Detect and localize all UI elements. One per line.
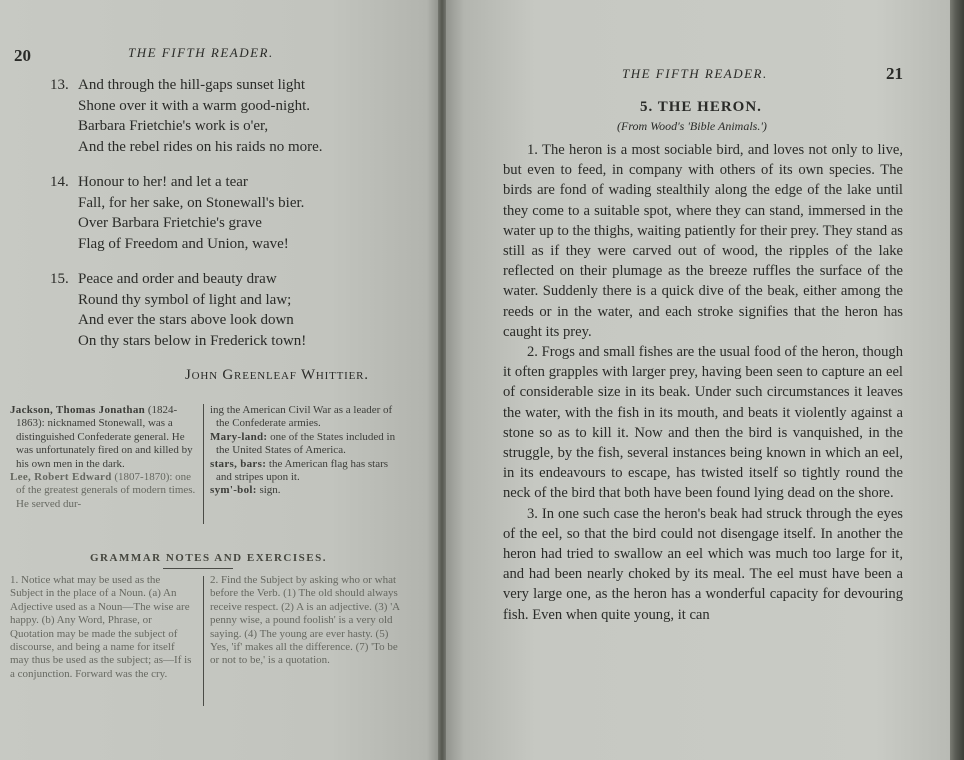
paragraph-1: 1. The heron is a most sociable bird, and loves not only to live, but even to feed, in company with others of its own species. The birds are fond of wading stealthily along the edge of the lake until they come to a suitable spot, where they can stand, immersed in the water up to the thighs, waiting patiently for their prey. They stand as still as if they were carved out of wood, the ripples of the lake reflected on their plumage as the breeze ruffles the surface of the water. Suddenly there is a quick dive of the beak, either among the reeds or in the water, and each stroke signifies that the heron has caught its prey. (503, 142, 903, 340)
stanza-number: 14. (50, 174, 69, 190)
grammar-heading: GRAMMAR NOTES AND EXERCISES. (90, 552, 327, 564)
note-text: one of the States included in the United States of America. (216, 430, 396, 457)
grammar-divider (203, 576, 204, 706)
note-item (210, 404, 406, 431)
book-spine (438, 0, 446, 760)
poem-line: Round thy symbol of light and law; (78, 291, 292, 308)
poem-line: And ever the stars above look down (78, 312, 294, 328)
notes-divider (203, 404, 204, 524)
paragraph-2: 2. Frogs and small fishes are the usual food of the heron, though it often grapples with larger prey, having been seen to capture an eel of considerable size in its beak. Under such circumstances it leaves the water, with the fish in its mouth, and beats it violently against a stone so as to kill it. Now and then the bird is vanquished, in the struggle, by the fish, several instances being known in which an eel, in its endeavours to escape, has twisted itself so tightly round the neck of the bird that both have been found lying dead on the shore. (503, 344, 903, 502)
poem (50, 75, 323, 366)
poem-line: Fall, for her sake, on Stonewall's bier. (78, 194, 305, 211)
note-text: the American flag has stars and stripes upon it. (216, 457, 389, 484)
note-item (210, 484, 406, 497)
poem-line: And the rebel rides on his raids no more. (78, 138, 323, 155)
grammar-column-left: 1. Notice what may be used as the Subject in the place of a Noun. (a) An Adjective used as a Noun—The wise are happy. (b) Any Word, Phrase, or Quotation may be made the subject of discourse, and being a name for itself may thus be used as the subject; as—If is a conjunction. Forward was the cry. (10, 574, 192, 680)
note-item (10, 471, 196, 511)
notes-column-left (10, 404, 196, 511)
poem-line: On thy stars below in Frederick town! (78, 332, 307, 349)
stanza-15 (50, 269, 323, 351)
notes-column-right (210, 404, 406, 498)
note-term: Mary-land: (210, 430, 268, 443)
note-text: sign. (259, 484, 281, 497)
grammar-heading-rule (163, 568, 233, 569)
poem-author: John Greenleaf Whittier. (185, 367, 369, 383)
poem-line: Peace and order and beauty draw (78, 271, 277, 287)
note-text: (1807-1870): one of the greatest generals of modern times. He served dur- (16, 471, 196, 510)
poem-line: Shone over it with a warm good-night. (78, 97, 311, 114)
left-running-head: THE FIFTH READER. (128, 45, 274, 60)
note-item (210, 431, 406, 458)
poem-line: Honour to her! and let a tear (78, 174, 248, 190)
note-term: Jackson, Thomas Jonathan (10, 404, 146, 416)
left-page-number: 20 (14, 46, 31, 65)
right-page-number: 21 (886, 64, 903, 83)
article-title: 5. THE HERON. (640, 99, 762, 115)
note-item (210, 458, 406, 485)
paragraph-3: 3. In one such case the heron's beak had struck through the eyes of the eel, so that the bird could not disengage itself. In another the heron had tried to swallow an eel which was much too large for it, and had been nearly choked by its meal. The eel must have been a very large one, as the heron has a wonderful capacity for devouring fish. Even when quite young, it can (503, 505, 903, 623)
article-body (503, 140, 903, 625)
right-running-head: THE FIFTH READER. (622, 66, 768, 81)
stanza-13 (50, 75, 323, 157)
poem-line: Over Barbara Frietchie's grave (78, 215, 262, 231)
stanza-14 (50, 172, 323, 254)
note-item (10, 404, 196, 471)
poem-line: Barbara Frietchie's work is o'er, (78, 118, 269, 134)
poem-line: Flag of Freedom and Union, wave! (78, 235, 289, 252)
grammar-column-right: 2. Find the Subject by asking who or what before the Verb. (1) The old should always receive respect. (2) A is an adjective. (3) 'A penny wise, a pound foolish' is a very old saying. (4) The young are ever hasty. (5) Yes, 'if' makes all the difference. (7) 'To be or not to be,' is a quotation. (210, 574, 400, 667)
page-edge (950, 0, 964, 760)
note-term: Lee, Robert Edward (10, 471, 112, 484)
note-text: ing the American Civil War as a leader of the Confederate armies. (210, 404, 393, 430)
note-text: (1824-1863): nicknamed Stonewall, was a distinguished Confederate general. He was unfortunately fired on and killed by his own men in the dark. (16, 404, 193, 470)
note-term: stars, bars: (210, 457, 267, 470)
note-term: sym'-bol: (210, 484, 257, 497)
stanza-number: 13. (50, 77, 69, 93)
stanza-number: 15. (50, 271, 69, 287)
poem-line: And through the hill-gaps sunset light (78, 77, 306, 93)
article-source: (From Wood's 'Bible Animals.') (617, 119, 767, 133)
